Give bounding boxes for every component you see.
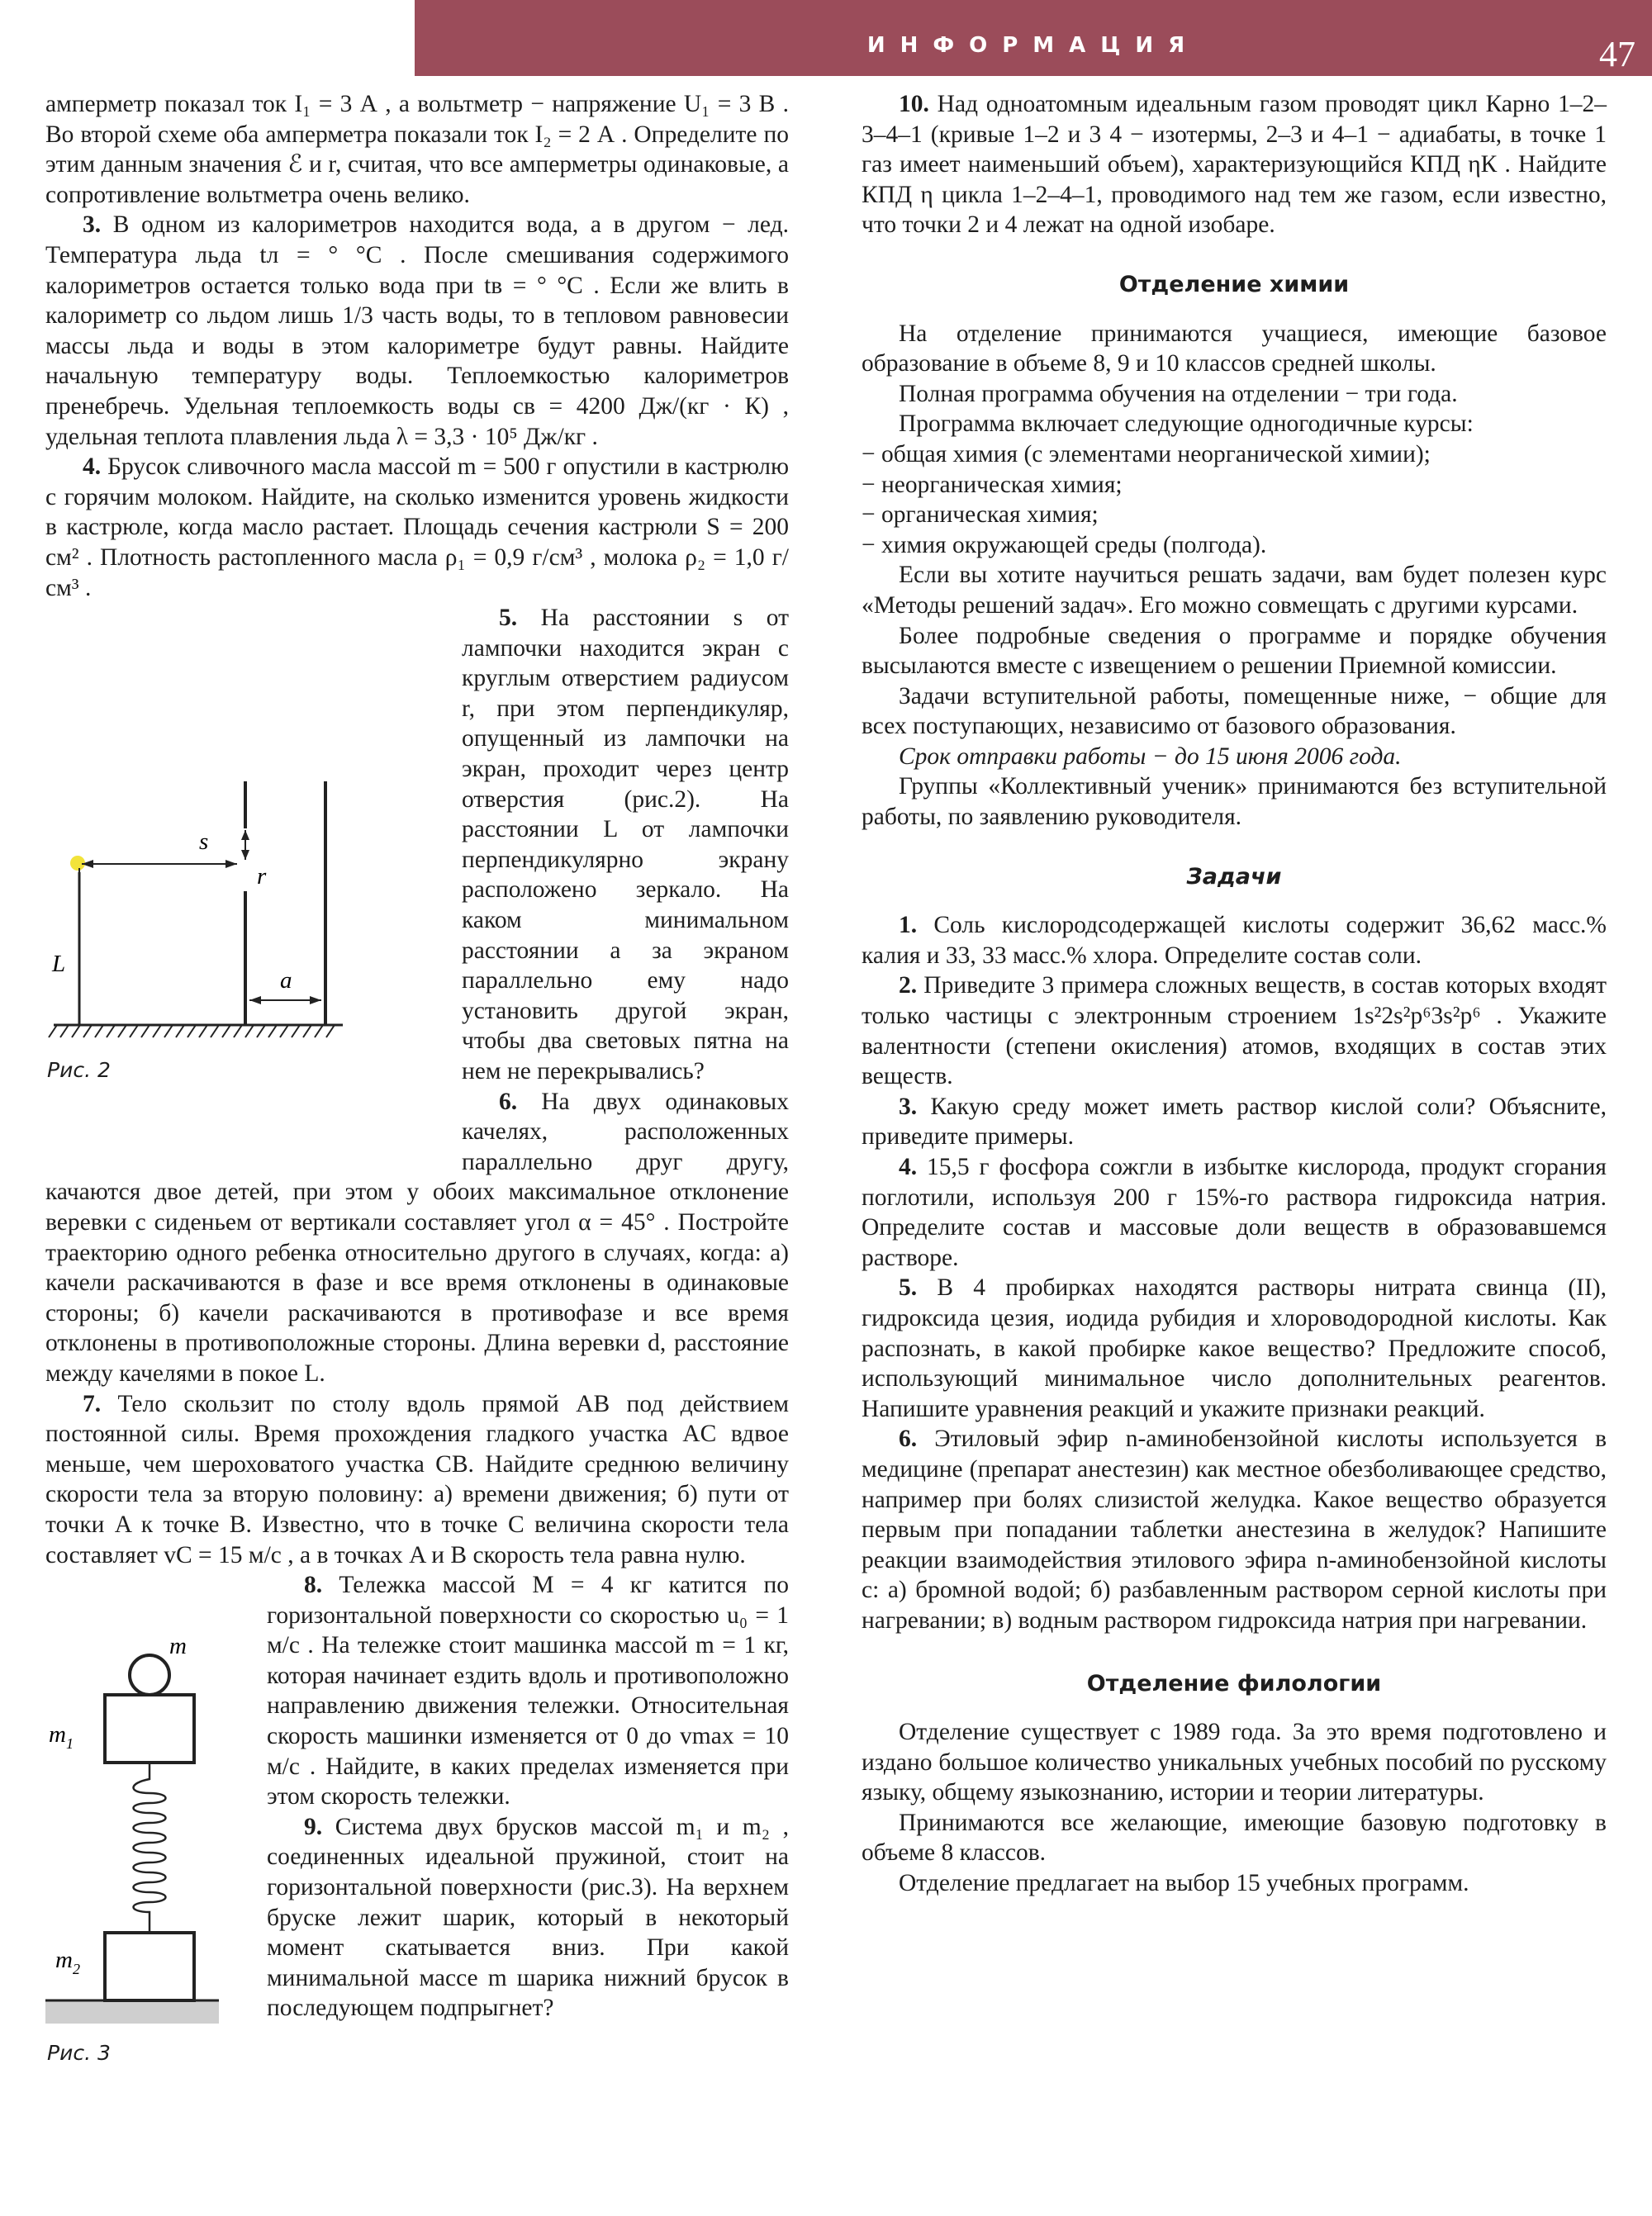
task-1: [862, 910, 1607, 970]
task-number: 5.: [899, 1274, 918, 1302]
chem-paragraph: Задачи вступительной работы, помещенные ниже, − общие для всех поступающих, независимо от базового образования.: [862, 682, 1607, 740]
label-a: a: [280, 967, 292, 994]
problem-number: 7.: [83, 1390, 102, 1417]
problem-text: Брусок сливочного масла массой m = 500 г опустили в кастрюлю с горячим молоком. Найдите, на сколько изменится уровень жидкости в кастрюле, когда масло растает. Площадь сечения кастрюли S = 200 см² . Плотность растопленного масла ρ₁ = 0,9 г/см³ , молока ρ₂ = 1,0 г/см³ .: [45, 453, 790, 601]
problem-text: На расстоянии s от лампочки находится экран с круглым отверстием радиусом r, при этом перпендикуляр, опущенный из лампочки на экран, проходит через центр отверстия (рис.2). На расстоянии L от лампочки перпендикулярно экрану расположено зеркало. На каком минимальном расстоянии a за экраном параллельно ему надо установить другой экран, чтобы два световых пятна на нем не перекрывались?: [462, 605, 789, 1084]
problem-number: 9.: [304, 1813, 323, 1840]
task-number: 4.: [899, 1154, 918, 1180]
task-2: [862, 970, 1607, 1091]
chem-paragraph: Полная программа обучения на отделении − три года.: [899, 380, 1458, 407]
task-text: Этиловый эфир n-аминобензойной кислоты используется в медицине (препарат анестезин) как местное обезболивающее средство, например при болях слизистой желудка. Какое вещество образуется первым при попадании таблетки анестезина в желудок? Напишите реакции взаимодействия этилового эфира n-аминобензойной кислоты с: а) бромной водой; б) разбавленным раствором серной кислоты при нагревании; в) водным раствором гидроксида натрия при нагревании.: [862, 1426, 1607, 1634]
problem-3: [45, 210, 789, 452]
spring: [134, 1763, 166, 1933]
problem-text: На двух одинаковых качелях, расположенных параллельно друг другу, качаются двое детей, при этом у обоих максимальное отклонение веревки с сиденьем от вертикали составляет угол α = 45° . Постройте траекторию одного ребенка относительно другого в случаях, когда: а) качели раскачиваются в фазе и все время отклонены в одинаковые стороны; б) качели раскачиваются в противофазе и все время отклонены в противоположные стороны. Длина веревки d, расстояние между качелями в покое L.: [45, 1088, 789, 1387]
section-header-band: [415, 0, 1652, 76]
phil-paragraph: Отделение предлагает на выбор 15 учебных программ.: [899, 1870, 1469, 1897]
left-column: [45, 89, 789, 2081]
problem-text: Тележка массой M = 4 кг катится по горизонтальной поверхности со скоростью u₀ = 1 м/с . На тележке стоит машинка массой m = 1 кг, которая начинает ездить вдоль и противоположно направлению движения тележки. Относительная скорость машинки изменяется от 0 до vmax = 10 м/с . Найдите, в каких пределах изменяется при этом скорость тележки.: [267, 1572, 789, 1810]
section-title: ИНФОРМАЦИЯ: [866, 33, 1200, 58]
phil-paragraph: Отделение существует с 1989 года. За это время подготовлено и издано большое количество уникальных учебных пособий по русскому языку, общему языкознанию, истории и теории литературы.: [862, 1719, 1607, 1806]
task-5: [862, 1273, 1607, 1424]
course-list-item: − химия окружающей среды (полгода).: [862, 531, 1267, 558]
course-list-item: − органическая химия;: [862, 501, 1099, 529]
figure-3: [45, 1630, 252, 2081]
problem-text: Над одноатомным идеальным газом проводят цикл Карно 1–2–3–4–1 (кривые 1–2 и 3 4 − изотермы, 2–3 и 4–1 − адиабаты, в точке 1 газ имеет наименьший объем), характеризующийся КПД ηК . Найдите КПД η цикла 1–2–4–1, проводимого над тем же газом, если известно, что точки 2 и 4 лежат на одной изобаре.: [862, 91, 1607, 239]
label-m: m: [169, 1633, 187, 1660]
chem-paragraph: Более подробные сведения о программе и порядке обучения высылаются вместе с извещением о решении Приемной комиссии.: [862, 622, 1607, 680]
problem-10: [862, 89, 1607, 240]
course-list-item: − общая химия (с элементами неорганической химии);: [862, 440, 1431, 467]
figure-2: [45, 781, 450, 1149]
right-column: [862, 89, 1607, 1899]
problem-text: Система двух брусков массой m₁ и m₂ , соединенных идеальной пружиной, стоит на горизонтальной поверхности (рис.3). На верхнем бруске лежит шарик, который в некоторый момент скатывается вниз. При какой минимальной массе m шарика нижний брусок в последующем подпрыгнет?: [267, 1813, 790, 2022]
task-text: Какую среду может иметь раствор кислой соли? Объясните, приведите примеры.: [862, 1093, 1607, 1151]
figure-3-caption: Рис. 3: [47, 2041, 111, 2066]
chem-paragraph: На отделение принимаются учащиеся, имеющие базовое образование в объеме 8, 9 и 10 классов средней школы.: [862, 320, 1607, 377]
problem-number: 8.: [304, 1572, 323, 1599]
problem-number: 3.: [83, 211, 102, 239]
task-number: 3.: [899, 1093, 918, 1120]
chem-paragraph: Если вы хотите научиться решать задачи, вам будет полезен курс «Методы решений задач». Его можно совмещать с другими курсами.: [862, 562, 1607, 619]
task-text: В 4 пробирках находятся растворы нитрата свинца (II), гидроксида цезия, иодида рубидия и хлороводородной кислоты. Как распознать, в какой пробирке какое вещество? Предложите способ, использующий минимальное число дополнительных реагентов. Напишите уравнения реакций и укажите признаки реакций.: [862, 1274, 1607, 1422]
label-m2: $m_2$: [55, 1947, 80, 1978]
problem-number: 5.: [499, 605, 518, 632]
heading-philology: Отделение филологии: [1086, 1670, 1382, 1696]
page-number: 47: [1599, 34, 1635, 74]
task-number: 6.: [899, 1426, 918, 1453]
deadline-note: Срок отправки работы − до 15 июня 2006 года.: [899, 743, 1402, 770]
task-text: Соль кислородсодержащей кислоты содержит 36,62 масс.% калия и 33, 33 масс.% хлора. Определите состав соли.: [862, 912, 1607, 969]
problem-text: В одном из калориметров находится вода, а в другом − лед. Температура льда tл = ° °С . После смешивания содержимого калориметров остается только вода при tв = ° °С . Если же влить в калориметр со льдом лишь 1/3 часть воды, то в тепловом равновесии массы льда и воды в этом калориметре будут равны. Найдите начальную температуру воды. Теплоемкостью калориметров пренебречь. Удельная теплоемкость воды cв = 4200 Дж/(кг · К) , удельная теплота плавления льда λ = 3,3 · 10⁵ Дж/кг .: [45, 211, 789, 450]
heading-tasks: Задачи: [1186, 863, 1282, 890]
problem-4: [45, 452, 789, 603]
course-list-item: − неорганическая химия;: [862, 471, 1123, 498]
problem-7: [45, 1389, 789, 1571]
chem-paragraph: Программа включает следующие одногодичные курсы:: [899, 410, 1474, 438]
figure-3-diagram: [45, 1630, 252, 2081]
figure-2-caption: Рис. 2: [47, 1058, 111, 1083]
figure-2-diagram: [45, 781, 450, 1149]
ball: [130, 1655, 169, 1695]
problem-number: 4.: [83, 453, 102, 481]
heading-chemistry: Отделение химии: [1118, 271, 1350, 297]
block-m1: [105, 1695, 194, 1763]
label-s: s: [199, 828, 209, 856]
problem-2-continuation: амперметр показал ток I₁ = 3 А , а вольтметр − напряжение U₁ = 3 В . Во второй схеме оба амперметра показали ток I₂ = 2 А . Определите по этим данным значения ℰ и r, считая, что все амперметры одинаковые, а сопротивление вольтметра очень велико.: [45, 91, 789, 208]
problem-number: 10.: [899, 91, 929, 117]
problem-number: 6.: [499, 1088, 518, 1115]
label-r: r: [257, 863, 267, 890]
task-number: 1.: [899, 912, 918, 939]
chem-paragraph: Группы «Коллективный ученик» принимаются без вступительной работы, по заявлению руководителя.: [862, 773, 1607, 831]
phil-paragraph: Принимаются все желающие, имеющие базовую подготовку в объеме 8 классов.: [862, 1809, 1607, 1867]
task-text: 15,5 г фосфора сожгли в избытке кислорода, продукт сгорания поглотили, используя 200 г 15%-го раствора гидроксида натрия. Определите состав и массовые доли веществ в образовавшемся растворе.: [862, 1154, 1607, 1271]
task-number: 2.: [899, 972, 918, 999]
task-4: [862, 1152, 1607, 1273]
problem-text: Тело скользит по столу вдоль прямой AB под действием постоянной силы. Время прохождения гладкого участка AC вдвое меньше, чем шероховатого участка CB. Найдите среднюю величину скорости тела за вторую половину: а) времени движения; б) пути от точки A к точке B. Известно, что в точке C величина скорости тела составляет vC = 15 м/с , а в точках A и B скорость тела равна нулю.: [45, 1390, 790, 1568]
task-text: Приведите 3 примера сложных веществ, в состав которых входят только частицы с электронным строением 1s²2s²p⁶3s²p⁶ . Укажите валентности (степени окисления) атомов, входящих в состав этих веществ.: [862, 972, 1607, 1090]
block-m2: [105, 1933, 194, 2000]
label-L: L: [52, 951, 66, 978]
task-6: [862, 1424, 1607, 1635]
label-m1: $m_1$: [49, 1721, 74, 1753]
task-3: [862, 1092, 1607, 1152]
